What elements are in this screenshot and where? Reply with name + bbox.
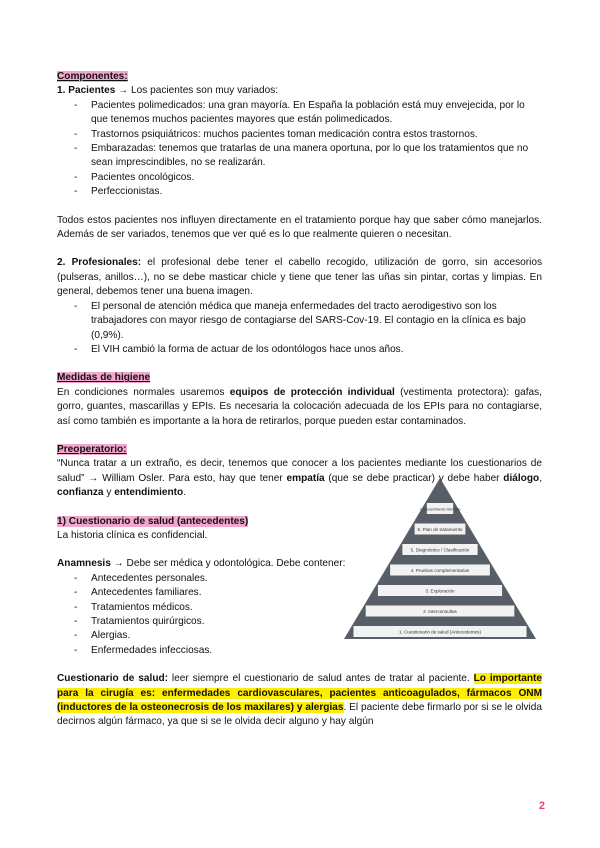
final-text-2: . El paciente debe firmarlo por si se le olvida decirnos algún fármaco, ya que si se le olvida decir alguno y hay algún — [57, 702, 542, 728]
preop-y: y — [103, 487, 115, 499]
preop-end: . — [183, 487, 187, 499]
list-item: - Perfeccionistas. — [91, 185, 542, 199]
higiene-bold: equipos de protección individual — [229, 386, 395, 398]
pacientes-summary: Todos estos pacientes nos influyen directamente en el tratamiento porque hay que saber cómo manejarlos. Además de ser variados, tenemos que ver qué es lo que realmente quieren o necesitan. — [57, 214, 542, 241]
preop-text-1: “Nunca tratar a un extraño, es decir, tenemos que conocer a los pacientes mediante los cuestionarios de salud” → William Osler. Para esto, hay que tener — [57, 458, 542, 484]
pyramid-level-label: 7. Consentimiento informado — [419, 507, 461, 512]
anamnesis-text: → Debe ser médica y odontológica. Debe contener: — [110, 558, 346, 570]
pyramid-level-label: 6. Plan de tratamiento — [417, 526, 463, 532]
list-item: - Pacientes oncológicos. — [91, 171, 542, 185]
list-item: - Alergias. — [91, 629, 367, 643]
list-item: - Antecedentes personales. — [91, 572, 367, 586]
preop-dialogo: diálogo — [503, 472, 540, 484]
pyramid-level-label: 1. Cuestionario de salud (Antecedentes) — [399, 629, 481, 635]
componentes-heading: Componentes: — [57, 71, 128, 82]
preop-empatia: empatía — [286, 472, 325, 484]
list-item: - Embarazadas: tenemos que tratarlas de una manera oportuna, por lo que los tratamientos que no sean imprescindibles, no se realizarán. — [91, 142, 542, 171]
anamnesis-title: Anamnesis — [57, 558, 111, 570]
preop-text-2: (que se debe practicar) y debe haber — [324, 472, 504, 484]
higiene-text-2: (vestimenta protectora): gafas, gorro, guantes, mascarillas y EPIs. Es necesaria la colocación adecuada de los EPIs para no contagiarse, así como también es importante a la hora de retirarlos, porque pueden estar contaminados. — [57, 386, 542, 427]
list-item: - Enfermedades infecciosas. — [91, 644, 367, 658]
pacientes-intro: → Los pacientes son muy variados: — [115, 85, 279, 97]
pyramid-level-label: 4. Pruebas complementarias — [410, 567, 470, 573]
higiene-text-1: En condiciones normales usaremos — [57, 386, 230, 398]
profesionales-title: 2. Profesionales: — [57, 257, 142, 269]
preop-entendimiento: entendimiento — [114, 487, 184, 499]
pyramid-level-label: 2. Interconsultas — [423, 608, 457, 614]
preoperatorio-heading: Preoperatorio: — [57, 443, 127, 455]
preop-confianza: confianza — [57, 487, 104, 499]
profesionales-list — [57, 300, 542, 358]
list-item: - Trastornos psiquiátricos: muchos pacientes toman medicación contra estos trastornos. — [91, 128, 542, 142]
list-item: - El personal de atención médica que maneja enfermedades del tracto aerodigestivo son los trabajadores con mayor riesgo de contagiarse del SARS-Cov-19. El contagio en la clínica es bajo (0,9%). — [91, 300, 542, 343]
higiene-paragraph — [57, 386, 542, 429]
profesionales-text: el profesional debe tener el cabello recogido, utilización de gorro, sin accesorios (pulseras, anillos…), no se debe masticar chicle y tiene que tener las uñas sin pintar, cortas y limpias. En general, debemos tener una buena imagen. — [57, 257, 542, 298]
list-item: - El VIH cambió la forma de actuar de los odontólogos hace unos años. — [91, 343, 542, 357]
list-item: - Tratamientos quirúrgicos. — [91, 615, 367, 629]
list-item: - Antecedentes familiares. — [91, 586, 367, 600]
cuestionario-final-paragraph — [57, 672, 542, 730]
preop-sep: , — [539, 472, 542, 484]
final-highlight: Lo importante para la cirugía es: enfermedades cardiovasculares, pacientes anticoagulados, fármacos ONM (inductores de la osteonecrosis de los maxilares) y alergias — [57, 673, 542, 714]
pyramid-level-label: 5. Diagnóstico / Clasificación — [410, 547, 470, 553]
page-number: 2 — [538, 800, 545, 812]
confidencial-text: La historia clínica es confidencial. — [57, 529, 208, 541]
final-bold: Cuestionario de salud: — [57, 673, 169, 685]
preoperative-pyramid-diagram — [342, 476, 538, 641]
higiene-heading: Medidas de higiene — [57, 372, 151, 384]
pyramid-level-label: 3. Exploración — [425, 588, 455, 594]
cuestionario-left — [57, 515, 367, 659]
anamnesis-list — [57, 572, 367, 658]
pacientes-title: 1. Pacientes — [57, 85, 116, 97]
final-text-1: leer siempre el cuestionario de salud antes de tratar al paciente. — [168, 673, 474, 685]
list-item: - Pacientes polimedicados: una gran mayoría. En España la población está muy envejecida, por lo que tenemos muchos pacientes mayores que están polimedicados. — [91, 99, 542, 128]
cuestionario-heading: 1) Cuestionario de salud (antecedentes) — [57, 515, 249, 527]
list-item: - Tratamientos médicos. — [91, 601, 367, 615]
pacientes-list — [57, 99, 542, 200]
